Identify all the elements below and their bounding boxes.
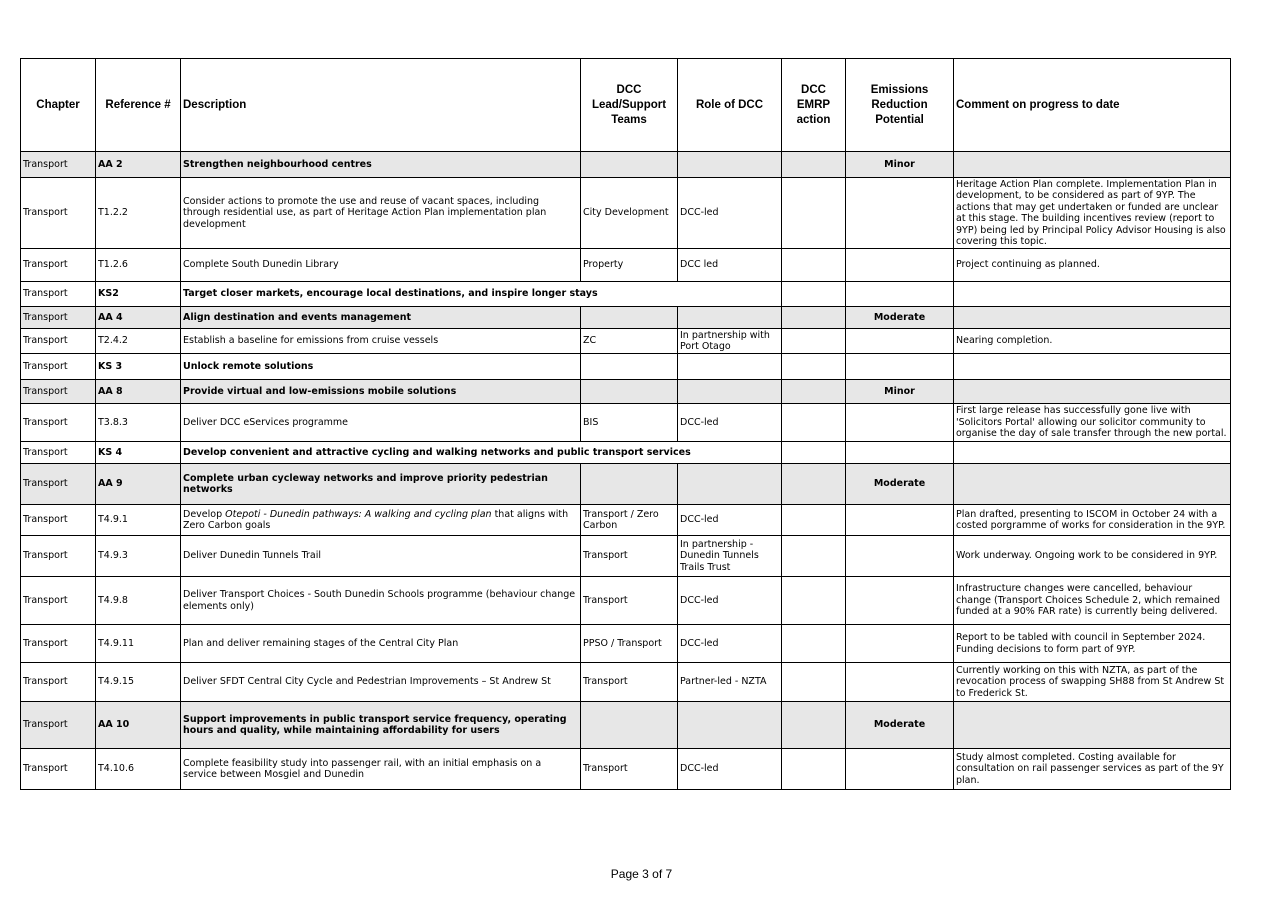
potential-cell (846, 536, 954, 577)
emrp-cell (782, 749, 846, 790)
description-cell: Support improvements in public transport service frequency, operating hours and quality, while maintaining affordability for users (181, 702, 581, 749)
emrp-cell (782, 442, 846, 464)
table-row (21, 702, 1231, 749)
table-row (21, 307, 1231, 329)
reference-cell: T4.10.6 (96, 749, 181, 790)
header-description: Description (181, 59, 581, 152)
emrp-cell (782, 329, 846, 354)
emrp-cell (782, 354, 846, 380)
chapter-cell: Transport (21, 380, 96, 404)
lead-cell: ZC (581, 329, 678, 354)
header-potential: Emissions Reduction Potential (846, 59, 954, 152)
comment-cell (954, 464, 1231, 505)
emrp-cell (782, 249, 846, 282)
emrp-cell (782, 464, 846, 505)
chapter-cell: Transport (21, 282, 96, 307)
reference-cell: T4.9.3 (96, 536, 181, 577)
role-cell (678, 307, 782, 329)
reference-cell: T1.2.2 (96, 178, 181, 249)
role-cell: DCC led (678, 249, 782, 282)
table-row (21, 152, 1231, 178)
comment-cell (954, 354, 1231, 380)
chapter-cell: Transport (21, 625, 96, 663)
description-cell: Consider actions to promote the use and reuse of vacant spaces, including through residential use, as part of Heritage Action Plan implementation plan development (181, 178, 581, 249)
description-cell: Plan and deliver remaining stages of the Central City Plan (181, 625, 581, 663)
chapter-cell: Transport (21, 329, 96, 354)
description-cell: Develop convenient and attractive cycling and walking networks and public transport services (181, 442, 782, 464)
comment-cell (954, 702, 1231, 749)
chapter-cell: Transport (21, 152, 96, 178)
header-role: Role of DCC (678, 59, 782, 152)
potential-cell (846, 282, 954, 307)
role-cell: DCC-led (678, 505, 782, 536)
emrp-cell (782, 577, 846, 625)
description-cell: Deliver DCC eServices programme (181, 404, 581, 442)
description-cell: Complete urban cycleway networks and improve priority pedestrian networks (181, 464, 581, 505)
table-row (21, 663, 1231, 702)
table-row (21, 442, 1231, 464)
emrp-cell (782, 307, 846, 329)
potential-cell: Moderate (846, 702, 954, 749)
emrp-cell (782, 663, 846, 702)
reference-cell: KS2 (96, 282, 181, 307)
reference-cell: AA 4 (96, 307, 181, 329)
comment-cell: Plan drafted, presenting to ISCOM in October 24 with a costed porgramme of works for consideration in the 9YP. (954, 505, 1231, 536)
description-cell: Establish a baseline for emissions from cruise vessels (181, 329, 581, 354)
chapter-cell: Transport (21, 354, 96, 380)
description-cell (181, 505, 581, 536)
emrp-cell (782, 178, 846, 249)
description-cell: Align destination and events management (181, 307, 581, 329)
potential-cell (846, 663, 954, 702)
role-cell: DCC-led (678, 178, 782, 249)
potential-cell (846, 354, 954, 380)
header-chapter: Chapter (21, 59, 96, 152)
comment-cell (954, 442, 1231, 464)
chapter-cell: Transport (21, 536, 96, 577)
description-cell: Target closer markets, encourage local destinations, and inspire longer stays (181, 282, 782, 307)
table-row (21, 536, 1231, 577)
potential-cell: Moderate (846, 464, 954, 505)
comment-cell: Study almost completed. Costing available for consultation on rail passenger services as part of the 9Y plan. (954, 749, 1231, 790)
lead-cell: City Development (581, 178, 678, 249)
potential-cell: Moderate (846, 307, 954, 329)
reference-cell: AA 10 (96, 702, 181, 749)
description-cell: Unlock remote solutions (181, 354, 581, 380)
chapter-cell: Transport (21, 749, 96, 790)
comment-cell: First large release has successfully gone live with 'Solicitors Portal' allowing our solicitor community to organise the day of sale transfer through the new portal. (954, 404, 1231, 442)
reference-cell: T2.4.2 (96, 329, 181, 354)
potential-cell (846, 442, 954, 464)
emrp-cell (782, 702, 846, 749)
chapter-cell: Transport (21, 464, 96, 505)
lead-cell: Transport / Zero Carbon (581, 505, 678, 536)
comment-cell (954, 152, 1231, 178)
comment-cell (954, 380, 1231, 404)
emrp-cell (782, 505, 846, 536)
table-row (21, 577, 1231, 625)
page-number: Page 3 of 7 (610, 867, 673, 881)
chapter-cell: Transport (21, 178, 96, 249)
role-cell: DCC-led (678, 404, 782, 442)
header-comment: Comment on progress to date (954, 59, 1231, 152)
table-row (21, 354, 1231, 380)
description-cell: Complete South Dunedin Library (181, 249, 581, 282)
reference-cell: T4.9.8 (96, 577, 181, 625)
role-cell (678, 380, 782, 404)
chapter-cell: Transport (21, 404, 96, 442)
comment-cell: Nearing completion. (954, 329, 1231, 354)
chapter-cell: Transport (21, 577, 96, 625)
reference-cell: AA 9 (96, 464, 181, 505)
lead-cell (581, 380, 678, 404)
comment-cell: Infrastructure changes were cancelled, behaviour change (Transport Choices Schedule 2, which remained funded at a 90% FAR rate) is currently being delivered. (954, 577, 1231, 625)
role-cell (678, 464, 782, 505)
reference-cell: T1.2.6 (96, 249, 181, 282)
description-cell: Complete feasibility study into passenger rail, with an initial emphasis on a service between Mosgiel and Dunedin (181, 749, 581, 790)
reference-cell: T4.9.1 (96, 505, 181, 536)
role-cell: Partner-led - NZTA (678, 663, 782, 702)
progress-table (20, 58, 1231, 790)
reference-cell: T4.9.11 (96, 625, 181, 663)
lead-cell (581, 702, 678, 749)
lead-cell: BIS (581, 404, 678, 442)
chapter-cell: Transport (21, 505, 96, 536)
lead-cell (581, 354, 678, 380)
potential-cell (846, 329, 954, 354)
lead-cell (581, 464, 678, 505)
role-cell: In partnership with Port Otago (678, 329, 782, 354)
reference-cell: T3.8.3 (96, 404, 181, 442)
comment-cell: Heritage Action Plan complete. Implementation Plan in development, to be considered as part of 9YP. The actions that may get undertaken or funded are unclear at this stage. The building incentives review (report to 9YP) being led by Principal Policy Advisor Housing is also covering this topic. (954, 178, 1231, 249)
table-row (21, 625, 1231, 663)
table-row (21, 249, 1231, 282)
chapter-cell: Transport (21, 702, 96, 749)
lead-cell: Transport (581, 663, 678, 702)
table-row (21, 380, 1231, 404)
header-emrp: DCC EMRP action (782, 59, 846, 152)
comment-cell: Currently working on this with NZTA, as part of the revocation process of swapping SH88 from St Andrew St to Frederick St. (954, 663, 1231, 702)
description-cell: Strengthen neighbourhood centres (181, 152, 581, 178)
emrp-cell (782, 282, 846, 307)
emrp-cell (782, 380, 846, 404)
emrp-cell (782, 152, 846, 178)
lead-cell: Transport (581, 749, 678, 790)
potential-cell (846, 505, 954, 536)
potential-cell (846, 178, 954, 249)
lead-cell: Property (581, 249, 678, 282)
header-lead: DCC Lead/Support Teams (581, 59, 678, 152)
comment-cell: Work underway. Ongoing work to be considered in 9YP. (954, 536, 1231, 577)
potential-cell (846, 249, 954, 282)
role-cell: In partnership - Dunedin Tunnels Trails Trust (678, 536, 782, 577)
reference-cell: AA 2 (96, 152, 181, 178)
table-row (21, 749, 1231, 790)
role-cell: DCC-led (678, 577, 782, 625)
chapter-cell: Transport (21, 442, 96, 464)
potential-cell: Minor (846, 380, 954, 404)
chapter-cell: Transport (21, 249, 96, 282)
comment-cell (954, 282, 1231, 307)
role-cell: DCC-led (678, 625, 782, 663)
lead-cell: Transport (581, 577, 678, 625)
potential-cell (846, 404, 954, 442)
table-row (21, 404, 1231, 442)
potential-cell (846, 749, 954, 790)
comment-cell: Report to be tabled with council in September 2024. Funding decisions to form part of 9YP. (954, 625, 1231, 663)
header-row (21, 59, 1231, 152)
lead-cell (581, 307, 678, 329)
table-row (21, 178, 1231, 249)
chapter-cell: Transport (21, 307, 96, 329)
chapter-cell: Transport (21, 663, 96, 702)
table-row (21, 505, 1231, 536)
description-cell: Deliver Dunedin Tunnels Trail (181, 536, 581, 577)
lead-cell: PPSO / Transport (581, 625, 678, 663)
header-reference: Reference # (96, 59, 181, 152)
role-cell (678, 152, 782, 178)
reference-cell: T4.9.15 (96, 663, 181, 702)
emrp-cell (782, 404, 846, 442)
table-row (21, 282, 1231, 307)
table-row (21, 329, 1231, 354)
lead-cell: Transport (581, 536, 678, 577)
role-cell (678, 702, 782, 749)
reference-cell: KS 4 (96, 442, 181, 464)
description-cell: Provide virtual and low-emissions mobile solutions (181, 380, 581, 404)
description-cell: Deliver Transport Choices - South Dunedin Schools programme (behaviour change elements only) (181, 577, 581, 625)
potential-cell (846, 577, 954, 625)
description-text: Develop (183, 508, 226, 520)
comment-cell (954, 307, 1231, 329)
potential-cell: Minor (846, 152, 954, 178)
reference-cell: AA 8 (96, 380, 181, 404)
role-cell: DCC-led (678, 749, 782, 790)
plan-title: Otepoti - Dunedin pathways: A walking and cycling plan (225, 508, 492, 520)
potential-cell (846, 625, 954, 663)
table-row (21, 464, 1231, 505)
emrp-cell (782, 625, 846, 663)
description-cell: Deliver SFDT Central City Cycle and Pedestrian Improvements – St Andrew St (181, 663, 581, 702)
emrp-cell (782, 536, 846, 577)
lead-cell (581, 152, 678, 178)
reference-cell: KS 3 (96, 354, 181, 380)
role-cell (678, 354, 782, 380)
comment-cell: Project continuing as planned. (954, 249, 1231, 282)
description-text: that aligns with Zero Carbon goals (183, 508, 569, 531)
